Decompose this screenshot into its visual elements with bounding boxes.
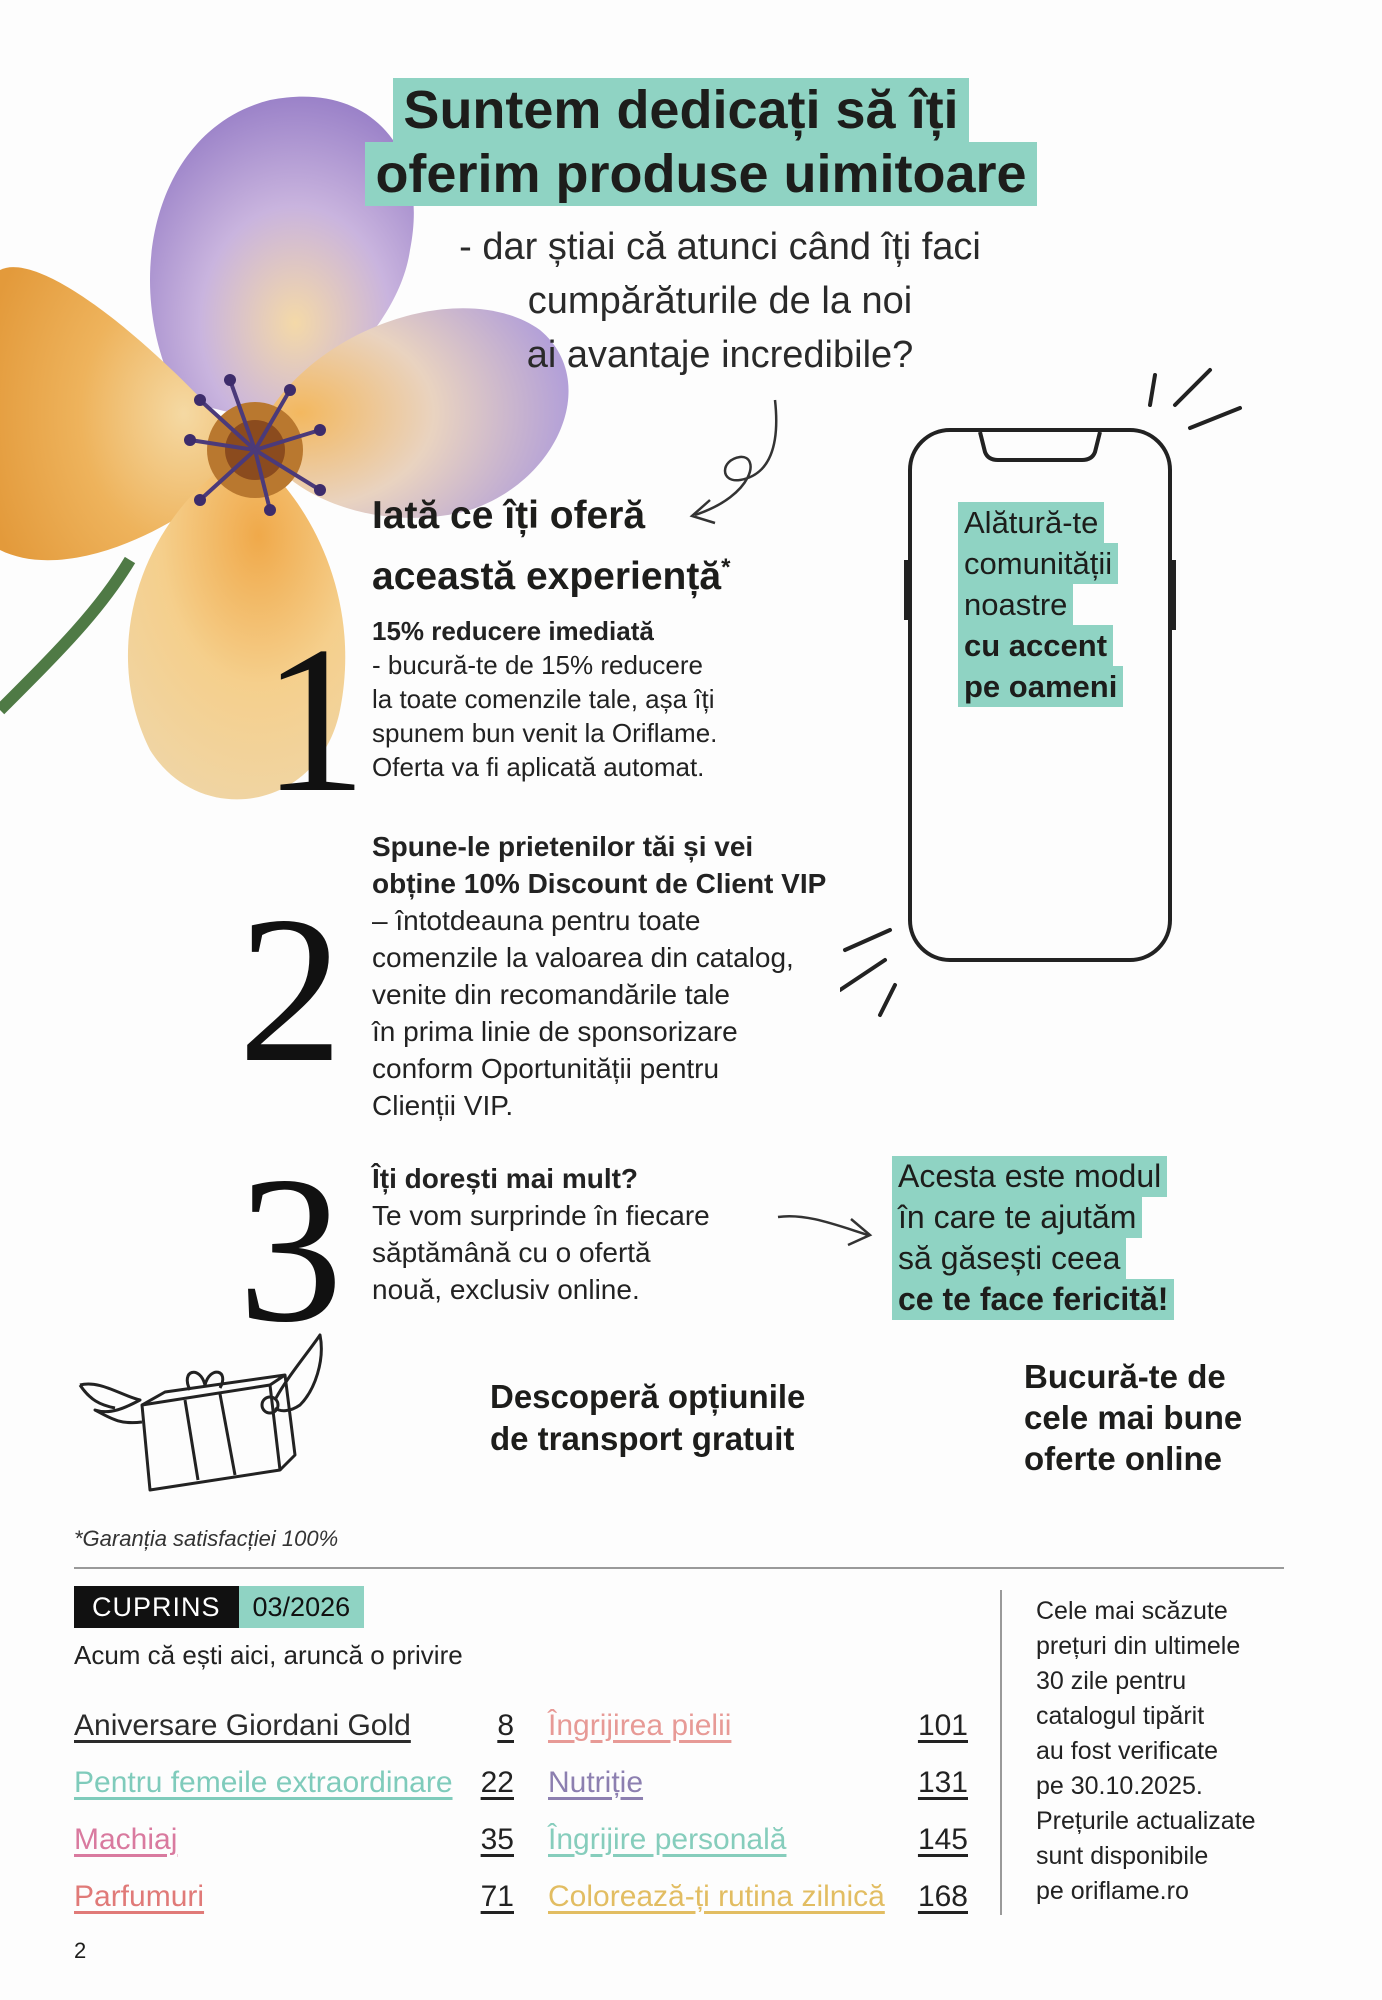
contents-header <box>74 1586 364 1628</box>
guarantee-note: *Garanția satisfacției 100% <box>74 1526 339 1551</box>
price-note-line: pe oriflame.ro <box>1036 1877 1189 1905</box>
heading-line-1: Suntem dedicați să îți <box>393 78 968 142</box>
phone-message-line: Alătură-te <box>958 502 1104 543</box>
toc-page-number[interactable]: 145 <box>917 1823 968 1856</box>
step-1-text <box>372 614 812 784</box>
offers-title-line-1: Iată ce îți oferă <box>372 494 646 537</box>
issue-badge: 03/2026 <box>239 1586 365 1628</box>
toc-link-ingrijire-personala[interactable]: Îngrijire personală <box>548 1823 787 1856</box>
toc-page-number[interactable]: 71 <box>480 1880 514 1913</box>
toc-page-number[interactable]: 101 <box>917 1709 968 1742</box>
free-shipping-text <box>490 1376 805 1460</box>
step-2-line: venite din recomandările tale <box>372 979 730 1010</box>
toc-link-coloreaza-rutina[interactable]: Colorează-ți rutina zilnică <box>548 1880 885 1913</box>
online-offers-text <box>1024 1356 1242 1479</box>
promise-message <box>892 1156 1174 1320</box>
step-3-title: Îți dorești mai mult? <box>372 1163 639 1194</box>
online-line: cele mai bune <box>1024 1399 1243 1436</box>
toc-page-number[interactable]: 8 <box>497 1709 514 1742</box>
toc-page-number[interactable]: 168 <box>917 1880 968 1913</box>
step-3-line: nouă, exclusiv online. <box>372 1274 640 1305</box>
price-note-line: Prețurile actualizate <box>1036 1807 1256 1835</box>
phone-message <box>958 502 1123 707</box>
step-2-line: – întotdeauna pentru toate <box>372 905 701 936</box>
step-3-line: săptămână cu o ofertă <box>372 1237 651 1268</box>
horizontal-divider <box>74 1567 1284 1569</box>
main-heading <box>0 78 1382 206</box>
step-2-line: Clienții VIP. <box>372 1090 514 1121</box>
price-note-line: prețuri din ultimele <box>1036 1632 1241 1660</box>
subheading-line-1: - dar știai că atunci când îți faci <box>459 226 981 268</box>
toc-link-parfumuri[interactable]: Parfumuri <box>74 1880 205 1913</box>
step-number-1: 1 <box>262 604 367 836</box>
offers-title <box>372 490 730 603</box>
vertical-divider <box>1000 1590 1002 1915</box>
online-line: oferte online <box>1024 1440 1223 1477</box>
subheading-line-3: ai avantaje incredibile? <box>526 334 914 376</box>
toc-page-number[interactable]: 22 <box>480 1766 514 1799</box>
promise-line: ce te face fericită! <box>892 1279 1174 1320</box>
promise-line: să găsești ceea <box>892 1238 1126 1279</box>
price-note-line: Cele mai scăzute <box>1036 1597 1228 1625</box>
step-3-text <box>372 1160 812 1308</box>
winged-gift-icon <box>70 1330 330 1500</box>
toc-link-machiaj[interactable]: Machiaj <box>74 1823 178 1856</box>
toc-link-femei-extraordinare[interactable]: Pentru femeile extraordinare <box>74 1766 453 1799</box>
step-2-title: obține 10% Discount de Client VIP <box>372 868 827 899</box>
phone-message-line: noastre <box>958 584 1073 625</box>
step-1-line: spunem bun venit la Oriflame. <box>372 718 718 748</box>
price-note-line: pe 30.10.2025. <box>1036 1772 1203 1800</box>
step-2-line: comenzile la valoarea din catalog, <box>372 942 794 973</box>
price-note-line: catalogul tipărit <box>1036 1702 1205 1730</box>
price-note-line: au fost verificate <box>1036 1737 1219 1765</box>
step-2-line: în prima linie de sponsorizare <box>372 1016 738 1047</box>
toc-page-number[interactable]: 131 <box>917 1766 968 1799</box>
asterisk-mark: * <box>721 554 731 581</box>
page-number: 2 <box>74 1938 87 1963</box>
toc-page-number[interactable]: 35 <box>480 1823 514 1856</box>
step-1-line: - bucură-te de 15% reducere <box>372 650 703 680</box>
phone-message-line: comunității <box>958 543 1118 584</box>
phone-message-line: pe oameni <box>958 666 1123 707</box>
offers-title-line-2: această experiență <box>372 555 722 598</box>
subheading <box>420 220 1020 382</box>
phone-message-line: cu accent <box>958 625 1113 666</box>
step-3-line: Te vom surprinde în fiecare <box>372 1200 710 1231</box>
shipping-line: de transport gratuit <box>490 1420 795 1457</box>
contents-label: CUPRINS <box>74 1586 239 1628</box>
price-note-line: 30 zile pentru <box>1036 1667 1187 1695</box>
price-note <box>1036 1594 1316 1909</box>
toc-link-giordani-gold[interactable]: Aniversare Giordani Gold <box>74 1709 411 1742</box>
promise-line: Acesta este modul <box>892 1156 1167 1197</box>
heading-line-2: oferim produse uimitoare <box>365 142 1036 206</box>
price-note-line: sunt disponibile <box>1036 1842 1209 1870</box>
step-2-line: conform Oportunității pentru <box>372 1053 720 1084</box>
step-1-line: Oferta va fi aplicată automat. <box>372 752 705 782</box>
toc-link-nutritie[interactable]: Nutriție <box>548 1766 644 1799</box>
step-1-title: 15% reducere imediată <box>372 616 654 646</box>
subheading-line-2: cumpărăturile de la noi <box>527 280 913 322</box>
step-2-text <box>372 828 862 1124</box>
promise-line: în care te ajutăm <box>892 1197 1142 1238</box>
online-line: Bucură-te de <box>1024 1358 1226 1395</box>
toc-link-ingrijirea-pielii[interactable]: Îngrijirea pielii <box>548 1709 732 1742</box>
step-1-line: la toate comenzile tale, așa îți <box>372 684 715 714</box>
step-2-title: Spune-le prietenilor tăi și vei <box>372 831 754 862</box>
shipping-line: Descoperă opțiunile <box>490 1378 806 1415</box>
step-number-3: 3 <box>238 1134 343 1366</box>
arrow-right-icon <box>776 1205 876 1255</box>
contents-intro: Acum că ești aici, aruncă o privire <box>74 1640 463 1670</box>
step-number-2: 2 <box>238 874 343 1106</box>
